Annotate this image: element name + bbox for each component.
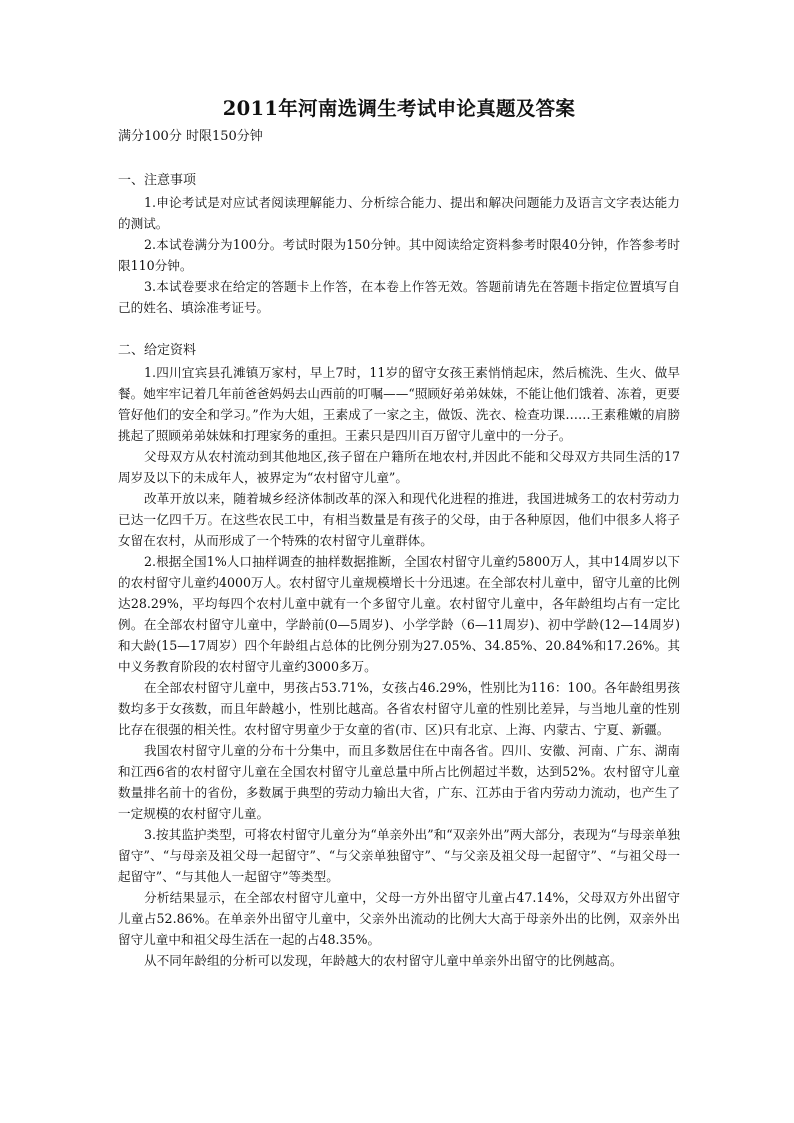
section-heading: 一、注意事项: [118, 173, 197, 188]
section-notes: [118, 170, 680, 318]
paragraph: 1.四川宜宾县孔滩镇万家村，早上7时，11岁的留守女孩王素悄悄起床，然后梳洗、生火、做早餐。她牢牢记着几年前爸爸妈妈去山西前的叮嘱——“照顾好弟弟妹妹，不能让他们饿着、冻着，更要管好他们的安全和学习。”作为大姐，王素成了一家之主，做饭、洗衣、检查功课……王素稚嫩的肩膀挑起了照顾弟弟妹妹和打理家务的重担。王素只是四川百万留守儿童中的一分子。: [118, 365, 680, 443]
paragraph: 3.本试卷要求在给定的答题卡上作答，在本卷上作答无效。答题前请先在答题卡指定位置填写自己的姓名、填涂准考证号。: [118, 279, 680, 315]
document-title: 2011年河南选调生考试申论真题及答案: [222, 97, 576, 120]
paragraph: 从不同年龄组的分析可以发现，年龄越大的农村留守儿童中单亲外出留守的比例越高。: [144, 953, 623, 968]
paragraph: 分析结果显示，在全部农村留守儿童中，父母一方外出留守儿童占47.14%，父母双方外出留守儿童占52.86%。在单亲外出留守儿童中，父亲外出流动的比例大大高于母亲外出的比例，双亲外出留守儿童中和祖父母生活在一起的占48.35%。: [118, 890, 680, 947]
paragraph: 改革开放以来，随着城乡经济体制改革的深入和现代化进程的推进，我国进城务工的农村劳动力已达一亿四千万。在这些农民工中，有相当数量是有孩子的父母，由于各种原因，他们中很多人将子女留在农村，从而形成了一个特殊的农村留守儿童群体。: [118, 491, 680, 548]
section-materials: [118, 340, 680, 971]
paragraph: 2.根据全国1%人口抽样调查的抽样数据推断，全国农村留守儿童约5800万人，其中14周岁以下的农村留守儿童约4000万人。农村留守儿童规模增长十分迅速。在全部农村儿童中，留守儿童的比例达28.29%，平均每四个农村儿童中就有一个多留守儿童。农村留守儿童中，各年龄组均占有一定比例。在全部农村留守儿童中，学龄前(0—5周岁)、小学学龄（6—11周岁)、初中学龄(12—14周岁)和大龄(15—17周岁）四个年龄组占总体的比例分别为27.05%、34.85%、20.84%和17.26%。其中义务教育阶段的农村留守儿童约3000多万。: [118, 554, 680, 674]
paragraph: 我国农村留守儿童的分布十分集中，而且多数居住在中南各省。四川、安徽、河南、广东、湖南和江西6省的农村留守儿童在全国农村留守儿童总量中所占比例超过半数，达到52%。农村留守儿童数量排名前十的省份，多数属于典型的劳动力输出大省，广东、江苏由于省内劳动力流动，也产生了一定规模的农村留守儿童。: [118, 743, 680, 821]
paragraph: 2.本试卷满分为100分。考试时限为150分钟。其中阅读给定资料参考时限40分钟，作答参考时限110分钟。: [118, 237, 680, 273]
paragraph: 3.按其监护类型，可将农村留守儿童分为“单亲外出”和“双亲外出”两大部分，表现为“与母亲单独留守”、“与母亲及祖父母一起留守”、“与父亲单独留守”、“与父亲及祖父母一起留守”、“与祖父母一起留守”、“与其他人一起留守”等类型。: [118, 827, 680, 884]
exam-meta: 满分100分 时限150分钟: [118, 129, 263, 144]
section-heading: 二、给定资料: [118, 343, 197, 358]
paragraph: 1.申论考试是对应试者阅读理解能力、分析综合能力、提出和解决问题能力及语言文字表达能力的测试。: [118, 195, 680, 231]
paragraph: 父母双方从农村流动到其他地区,孩子留在户籍所在地农村,并因此不能和父母双方共同生活的17周岁及以下的未成年人，被界定为“农村留守儿童”。: [118, 449, 680, 485]
paragraph: 在全部农村留守儿童中，男孩占53.71%，女孩占46.29%，性别比为116：100。各年龄组男孩数均多于女孩数，而且年龄越小，性别比越高。各省农村留守儿童的性别比差异，与当地儿童的性别比存在很强的相关性。农村留守男童少于女童的省(市、区)只有北京、上海、内蒙古、宁夏、新疆。: [118, 680, 680, 737]
